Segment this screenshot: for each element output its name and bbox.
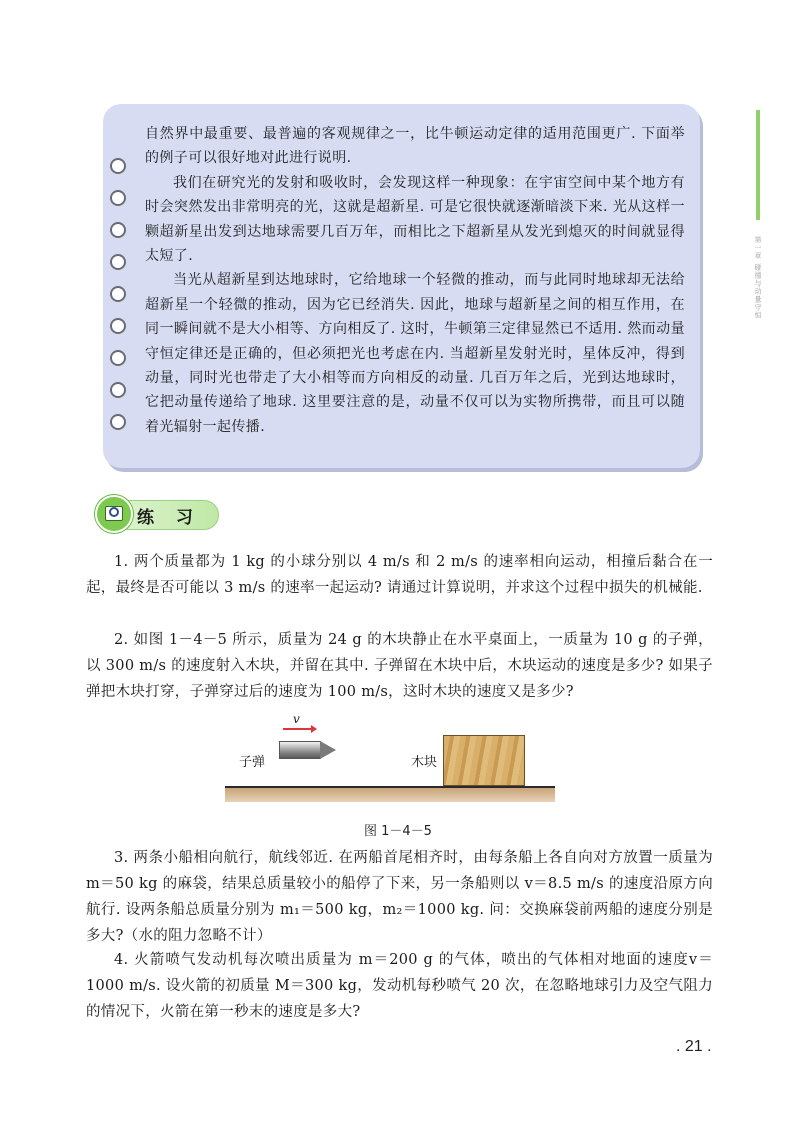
page-number: . 21 . xyxy=(676,1038,712,1055)
binder-ring-icon xyxy=(110,190,126,206)
exercise-icon xyxy=(95,495,133,533)
block-label: 木块 xyxy=(411,755,438,770)
problem-4: 4. 火箭喷气发动机每次喷出质量为 m＝200 g 的气体，喷出的气体相对地面的速度v＝1000 m/s. 设火箭的初质量 M＝300 kg，发动机每秒喷气 20 次，在忽略地球引力及空气阻力的情况下，火箭在第一秒末的速度是多大? xyxy=(86,952,713,1020)
problem-1: 1. 两个质量都为 1 kg 的小球分别以 4 m/s 和 2 m/s 的速率相向运动，相撞后黏合在一起，最终是否可能以 3 m/s 的速率一起运动? 请通过计算说明，并求这个过程中损失的机械能. xyxy=(86,554,713,596)
binder-ring-icon xyxy=(110,414,126,430)
wooden-block-icon xyxy=(443,735,525,786)
binder-ring-icon xyxy=(110,350,126,366)
reading-paragraph: 自然界中最重要、最普遍的客观规律之一，比牛顿运动定律的适用范围更广. 下面举的例子可以很好地对此进行说明. xyxy=(145,126,685,167)
bullet-label: 子弹 xyxy=(239,755,266,770)
reading-paragraph: 当光从超新星到达地球时，它给地球一个轻微的推动，而与此同时地球却无法给超新星一个轻微的推动，因为它已经消失. 因此，地球与超新星之间的相互作用，在同一瞬间就不是大小相等、方向相反了. 这时，牛顿第三定律显然已不适用. 然而动量守恒定律还是正确的，但必须把光也考虑在内. 当超新星发射光时，星体反冲，得到动量，同时光也带走了大小相等而方向相反的动量. 几百万年之后，光到达地球时，它把动量传递给了地球. 这里要注意的是，动量不仅可以为实物所携带，而且可以随着光辐射一起传播. xyxy=(145,272,685,435)
chapter-tab-text: 第一章 碰撞与动量守恒 xyxy=(754,236,762,320)
problem-2: 2. 如图 1－4－5 所示，质量为 24 g 的木块静止在水平桌面上，一质量为 10 g 的子弹，以 300 m/s 的速度射入木块，并留在其中. 子弹留在木块中后，木块运动的速度是多少? 如果子弹把木块打穿，子弹穿过后的速度为 100 m/s，这时木块的速度又是多少? xyxy=(86,632,713,700)
exercise-header xyxy=(95,495,225,535)
velocity-arrow-icon xyxy=(283,728,313,730)
binder-ring-icon xyxy=(110,318,126,334)
binder-ring-icon xyxy=(110,382,126,398)
magnifier-icon xyxy=(109,507,119,517)
reading-paragraph: 我们在研究光的发射和吸收时，会发现这样一种现象：在宇宙空间中某个地方有时会突然发出非常明亮的光，这就是超新星. 可是它很快就逐渐暗淡下来. 光从这样一颗超新星出发到达地球需要几百万年，而相比之下超新星从发光到熄灭的时间就显得太短了. xyxy=(145,174,685,265)
binder-ring-icon xyxy=(110,158,126,174)
velocity-label: v xyxy=(293,712,300,726)
figure-bullet-block xyxy=(225,712,555,802)
figure-caption: 图 1－4－5 xyxy=(364,824,432,839)
binder-ring-icon xyxy=(110,286,126,302)
bullet-icon xyxy=(279,739,337,761)
table-surface xyxy=(225,786,555,802)
reading-box xyxy=(103,104,700,468)
exercise-title: 练 习 xyxy=(137,508,201,528)
binder-ring-icon xyxy=(110,254,126,270)
binder-ring-icon xyxy=(110,222,126,238)
reading-text xyxy=(145,122,685,439)
problem-3: 3. 两条小船相向航行，航线邻近. 在两船首尾相齐时，由每条船上各自向对方放置一质量为 m＝50 kg 的麻袋，结果总质量较小的船停了下来，另一条船则以 v＝8.5 m/s 的速度沿原方向航行. 设两条船总质量分别为 m₁＝500 kg，m₂＝1000 kg. 问：交换麻袋前两船的速度分别是多大?（水的阻力忽略不计） xyxy=(86,850,713,944)
chapter-tab-strip xyxy=(756,110,760,220)
